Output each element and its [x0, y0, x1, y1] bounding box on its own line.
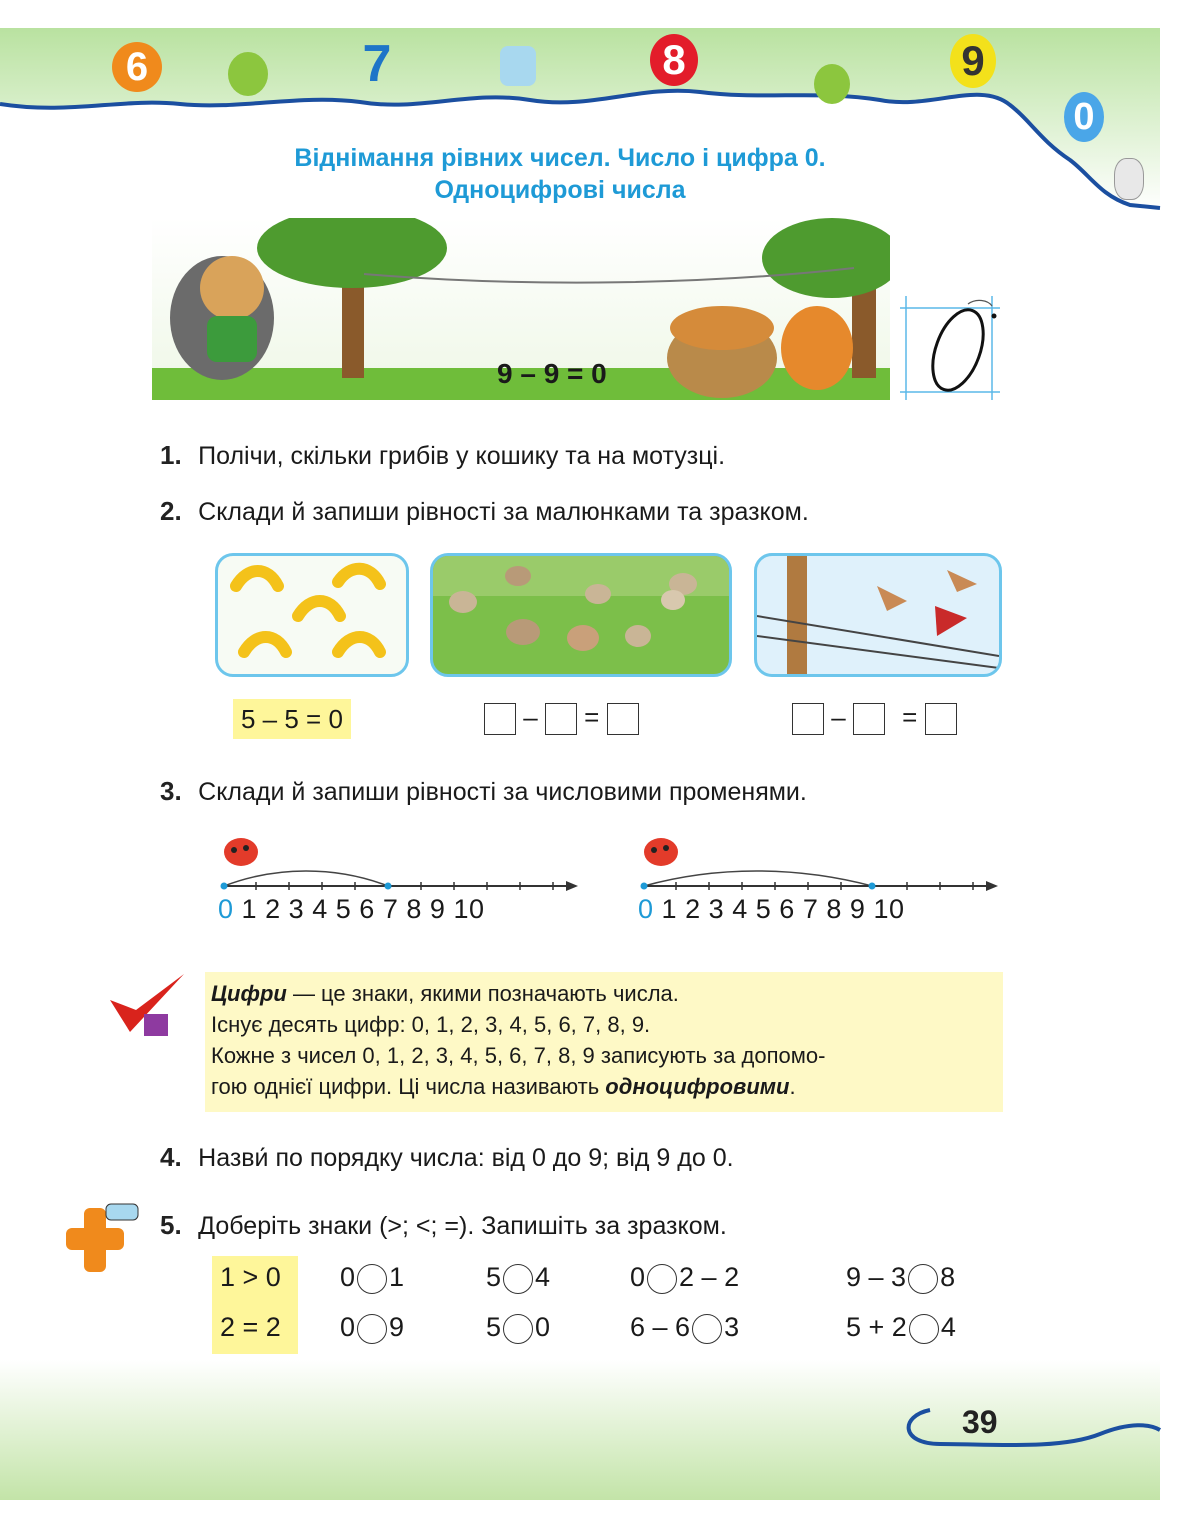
answer-box[interactable] — [792, 703, 824, 735]
comparison-right: 1 — [389, 1262, 405, 1292]
task-5 — [160, 1210, 727, 1241]
ray-label: 7 — [802, 894, 819, 924]
comparison-right: 4 — [940, 1312, 956, 1342]
answer-box[interactable] — [545, 703, 577, 735]
comparison-left: 5 + 2 — [846, 1312, 907, 1342]
sign-circle[interactable] — [357, 1314, 387, 1344]
digit-7-character: 7 — [362, 35, 392, 93]
comparison-item — [340, 1262, 404, 1294]
sign-circle[interactable] — [503, 1314, 533, 1344]
digit-0-character: 0 — [1064, 92, 1104, 142]
comparison-item — [486, 1262, 550, 1294]
sign-circle[interactable] — [357, 1264, 387, 1294]
frog-character — [228, 52, 268, 96]
sign-circle[interactable] — [647, 1264, 677, 1294]
comparison-right: 8 — [940, 1262, 956, 1292]
ladybug-icon — [224, 838, 258, 866]
equals-sign: = — [584, 702, 600, 732]
ray-label: 9 — [429, 894, 446, 924]
digit-zero-sample — [923, 303, 993, 397]
task-1-number: 1. — [160, 440, 182, 470]
definition-line-4 — [211, 1071, 1003, 1102]
task-1 — [160, 440, 725, 471]
number-ray-1 — [216, 826, 586, 898]
task-1-text: Полічи, скільки грибів у кошику та на мотузці. — [198, 442, 726, 470]
ray-label: 8 — [826, 894, 842, 924]
comparison-left: 0 — [340, 1262, 356, 1292]
ray-label: 6 — [359, 894, 375, 924]
definition-line-4-text: гою однієї цифри. Ці числа називають — [211, 1074, 606, 1099]
ray-label: 0 — [218, 894, 234, 924]
ray-label: 3 — [708, 894, 725, 924]
number-ray-2-labels — [638, 894, 905, 925]
task-4-number: 4. — [160, 1142, 182, 1172]
ray-label: 2 — [265, 894, 281, 924]
task-3 — [160, 776, 807, 807]
comparison-item — [630, 1312, 739, 1344]
ray-label: 0 — [638, 894, 654, 924]
task-2-number: 2. — [160, 496, 182, 526]
task-5-sample-2: 2 = 2 — [220, 1312, 281, 1342]
equals-sign: = — [902, 702, 918, 732]
number-ray-2 — [636, 826, 1006, 898]
task-3-number: 3. — [160, 776, 182, 806]
definition-line-2: Існує десять цифр: 0, 1, 2, 3, 4, 5, 6, 7, 8, 9. — [211, 1012, 651, 1037]
plus-character-icon — [60, 1200, 144, 1284]
task-3-text: Склади й запиши рівності за числовими променями. — [198, 778, 807, 806]
task-2-sample-equation: 5 – 5 = 0 — [233, 699, 351, 739]
definition-line-1-text: — це знаки, якими позначають числа. — [286, 981, 679, 1006]
sign-circle[interactable] — [908, 1264, 938, 1294]
ray-label: 4 — [312, 894, 328, 924]
hero-illustration — [152, 218, 890, 400]
minus-sign: – — [831, 702, 846, 732]
ray-label: 1 — [241, 894, 258, 924]
ray-label: 9 — [849, 894, 866, 924]
comparison-item — [630, 1262, 739, 1294]
footer-band — [0, 1360, 1190, 1530]
digit-writing-grid — [896, 296, 1000, 400]
definition-line-3: Кожне з чисел 0, 1, 2, 3, 4, 5, 6, 7, 8, 9 записують за допомо- — [211, 1043, 826, 1068]
comparison-right: 4 — [535, 1262, 551, 1292]
task-2-equation-2 — [484, 702, 639, 735]
mushrooms-grass-picture — [430, 553, 732, 677]
definition-line-1 — [211, 978, 1003, 1009]
comparison-left: 0 — [630, 1262, 646, 1292]
answer-box[interactable] — [484, 703, 516, 735]
task-4-text: Назви́ по порядку числа: від 0 до 9; від 9 до 0. — [198, 1144, 734, 1172]
comparison-right: 9 — [389, 1312, 405, 1342]
ray-label: 5 — [335, 894, 352, 924]
lesson-title — [0, 142, 1120, 206]
definition-term-2: одноцифровими — [605, 1074, 790, 1099]
task-5-sample-1: 1 > 0 — [220, 1262, 281, 1292]
ray-label: 1 — [661, 894, 678, 924]
ray-label: 3 — [288, 894, 305, 924]
ray-label: 4 — [732, 894, 748, 924]
ray-label: 10 — [453, 894, 485, 924]
task-2-equation-3 — [792, 702, 957, 735]
page-number: 39 — [962, 1404, 998, 1440]
answer-box[interactable] — [925, 703, 957, 735]
ray-label: 8 — [406, 894, 422, 924]
comparison-right: 0 — [535, 1312, 551, 1342]
birds-wires-picture — [754, 553, 1002, 677]
bananas-picture — [215, 553, 409, 677]
task-2-text: Склади й запиши рівності за малюнками та зразком. — [198, 498, 809, 526]
digit-8-character: 8 — [650, 34, 698, 86]
ladybug-icon — [644, 838, 678, 866]
digit-6-character: 6 — [112, 42, 162, 92]
ray-label: 10 — [873, 894, 905, 924]
digit-9-character: 9 — [950, 34, 996, 88]
comparison-left: 9 – 3 — [846, 1262, 907, 1292]
plus-glasses-character — [500, 46, 536, 86]
comparison-item — [846, 1312, 956, 1344]
comparison-right: 2 – 2 — [679, 1262, 740, 1292]
task-5-number: 5. — [160, 1210, 182, 1240]
title-line-1: Віднімання рівних чисел. Число і цифра 0. — [294, 144, 826, 172]
comparison-left: 5 — [486, 1312, 502, 1342]
minus-sign: – — [523, 702, 538, 732]
task-5-text: Доберіть знаки (>; <; =). Запишіть за зразком. — [198, 1212, 727, 1240]
checkmark-character-icon — [100, 970, 190, 1042]
task-4 — [160, 1142, 734, 1173]
comparison-left: 5 — [486, 1262, 502, 1292]
definition-term: Цифри — [211, 981, 287, 1006]
ray-label: 5 — [755, 894, 772, 924]
frog-character-2 — [814, 64, 850, 104]
comparison-left: 0 — [340, 1312, 356, 1342]
answer-box[interactable] — [853, 703, 885, 735]
comparison-item — [486, 1312, 550, 1344]
title-line-2: Одноцифрові числа — [434, 176, 686, 204]
definition-line-4-end: . — [789, 1074, 796, 1099]
answer-box[interactable] — [607, 703, 639, 735]
squirrel — [781, 306, 853, 390]
sign-circle[interactable] — [692, 1314, 722, 1344]
task-2 — [160, 496, 809, 527]
ray-label: 7 — [382, 894, 399, 924]
ray-label: 6 — [779, 894, 795, 924]
ray-label: 2 — [685, 894, 701, 924]
comparison-item — [846, 1262, 955, 1294]
comparison-item — [340, 1312, 404, 1344]
definition-box — [205, 972, 1003, 1112]
comparison-left: 6 – 6 — [630, 1312, 691, 1342]
sign-circle[interactable] — [909, 1314, 939, 1344]
comparison-right: 3 — [724, 1312, 740, 1342]
writing-sample-value — [0, 0, 1, 1]
sign-circle[interactable] — [503, 1264, 533, 1294]
number-ray-1-labels — [218, 894, 485, 925]
hero-equation: 9 – 9 = 0 — [497, 358, 607, 389]
